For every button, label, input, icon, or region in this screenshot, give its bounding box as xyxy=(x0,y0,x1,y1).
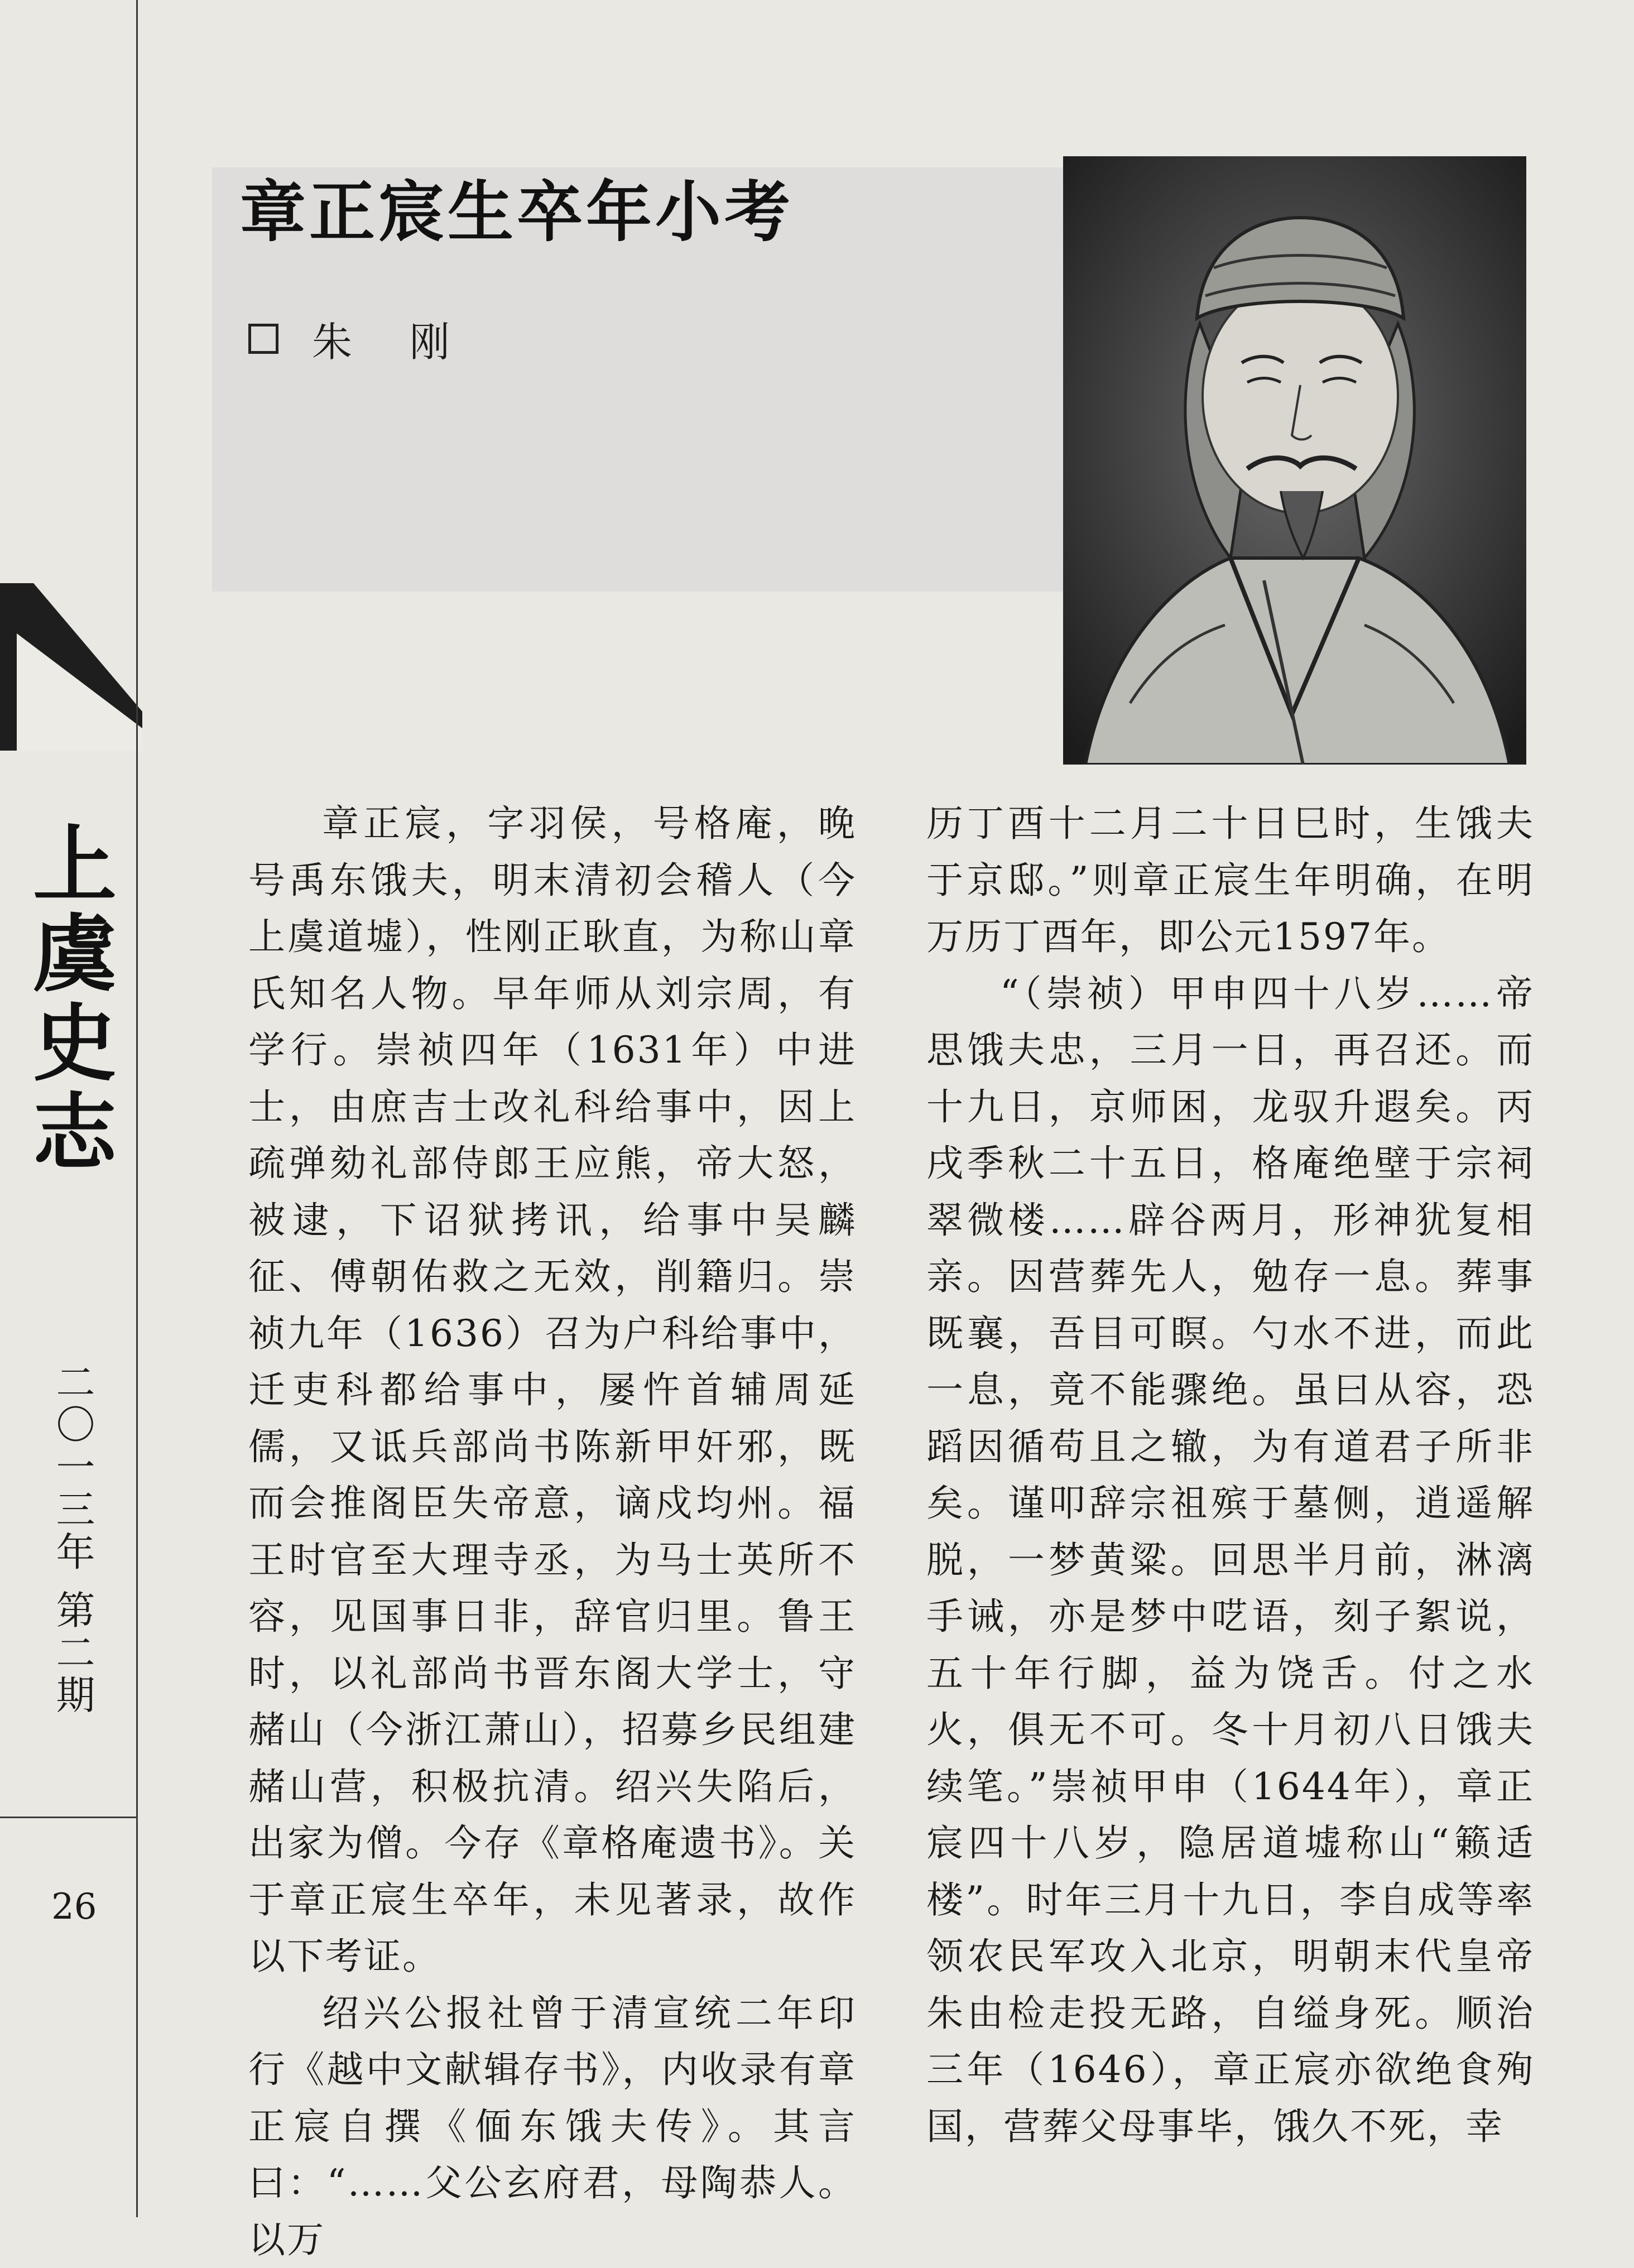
paragraph: 历丁酉十二月二十日巳时，生饿夫于京邸。”则章正宸生年明确，在明万历丁酉年，即公元1597年。 xyxy=(926,795,1535,965)
text-column-left xyxy=(248,795,857,2268)
paragraph: 绍兴公报社曾于清宣统二年印行《越中文献辑存书》，内收录有章正宸自撰《偭东饿夫传》。其言曰：“……父公玄府君，母陶恭人。以万 xyxy=(248,1985,857,2268)
author-row xyxy=(248,310,472,368)
portrait-image xyxy=(1063,156,1526,765)
article-title: 章正宸生卒年小考 xyxy=(240,159,794,254)
author-name: 朱 刚 xyxy=(312,310,472,368)
issue-label: 二〇一三年 第二期 xyxy=(39,1362,100,1717)
author-marker-box xyxy=(248,324,278,354)
paragraph: “（崇祯）甲申四十八岁……帝思饿夫忠，三月一日，再召还。而十九日，京师困，龙驭升遐矣。丙戌季秋二十五日，格庵绝壁于宗祠翠微楼……辟谷两月，形神犹复相亲。因营葬先人，勉存一息。葬事既襄，吾目可瞑。勺水不进，而此一息，竟不能骤绝。虽曰从容，恐蹈因循苟且之辙，为有道君子所非矣。谨叩辞宗祖殡于墓侧，逍遥解脱，一梦黄粱。回思半月前，淋漓手诫，亦是梦中呓语，刻子絮说，五十年行脚，益为饶舌。付之水火，俱无不可。冬十月初八日饿夫续笔。”崇祯甲申（1644年），章正宸四十八岁，隐居道墟称山“籁适楼”。时年三月十九日，李自成等率领农民军攻入北京，明朝末代皇帝朱由检走投无路，自缢身死。顺治三年（1646），章正宸亦欲绝食殉国，营葬父母事毕，饿久不死，幸 xyxy=(926,965,1535,2155)
margin-rule xyxy=(136,0,138,2217)
journal-name: 上虞史志 xyxy=(22,820,117,1178)
left-margin xyxy=(0,0,137,2217)
paragraph: 章正宸，字羽侯，号格庵，晚号禹东饿夫，明末清初会稽人（今上虞道墟），性刚正耿直，为称山章氏知名人物。早年师从刘宗周，有学行。崇祯四年（1631年）中进士，由庶吉士改礼科给事中，因上疏弹劾礼部侍郎王应熊，帝大怒，被逮，下诏狱拷讯，给事中吴麟征、傅朝佑救之无效，削籍归。崇祯九年（1636）召为户科给事中，迁吏科都给事中，屡忤首辅周延儒，又诋兵部尚书陈新甲奸邪，既而会推阁臣失帝意，谪戍均州。福王时官至大理寺丞，为马士英所不容，见国事日非，辞官归里。鲁王时，以礼部尚书晋东阁大学士，守赭山（今浙江萧山），招募乡民组建赭山营，积极抗清。绍兴失陷后，出家为僧。今存《章格庵遗书》。关于章正宸生卒年，未见著录，故作以下考证。 xyxy=(248,795,857,1985)
margin-divider xyxy=(0,1817,137,1818)
page-number: 26 xyxy=(51,1886,97,1928)
decorative-wedge xyxy=(0,583,142,751)
text-column-right xyxy=(926,795,1535,2155)
